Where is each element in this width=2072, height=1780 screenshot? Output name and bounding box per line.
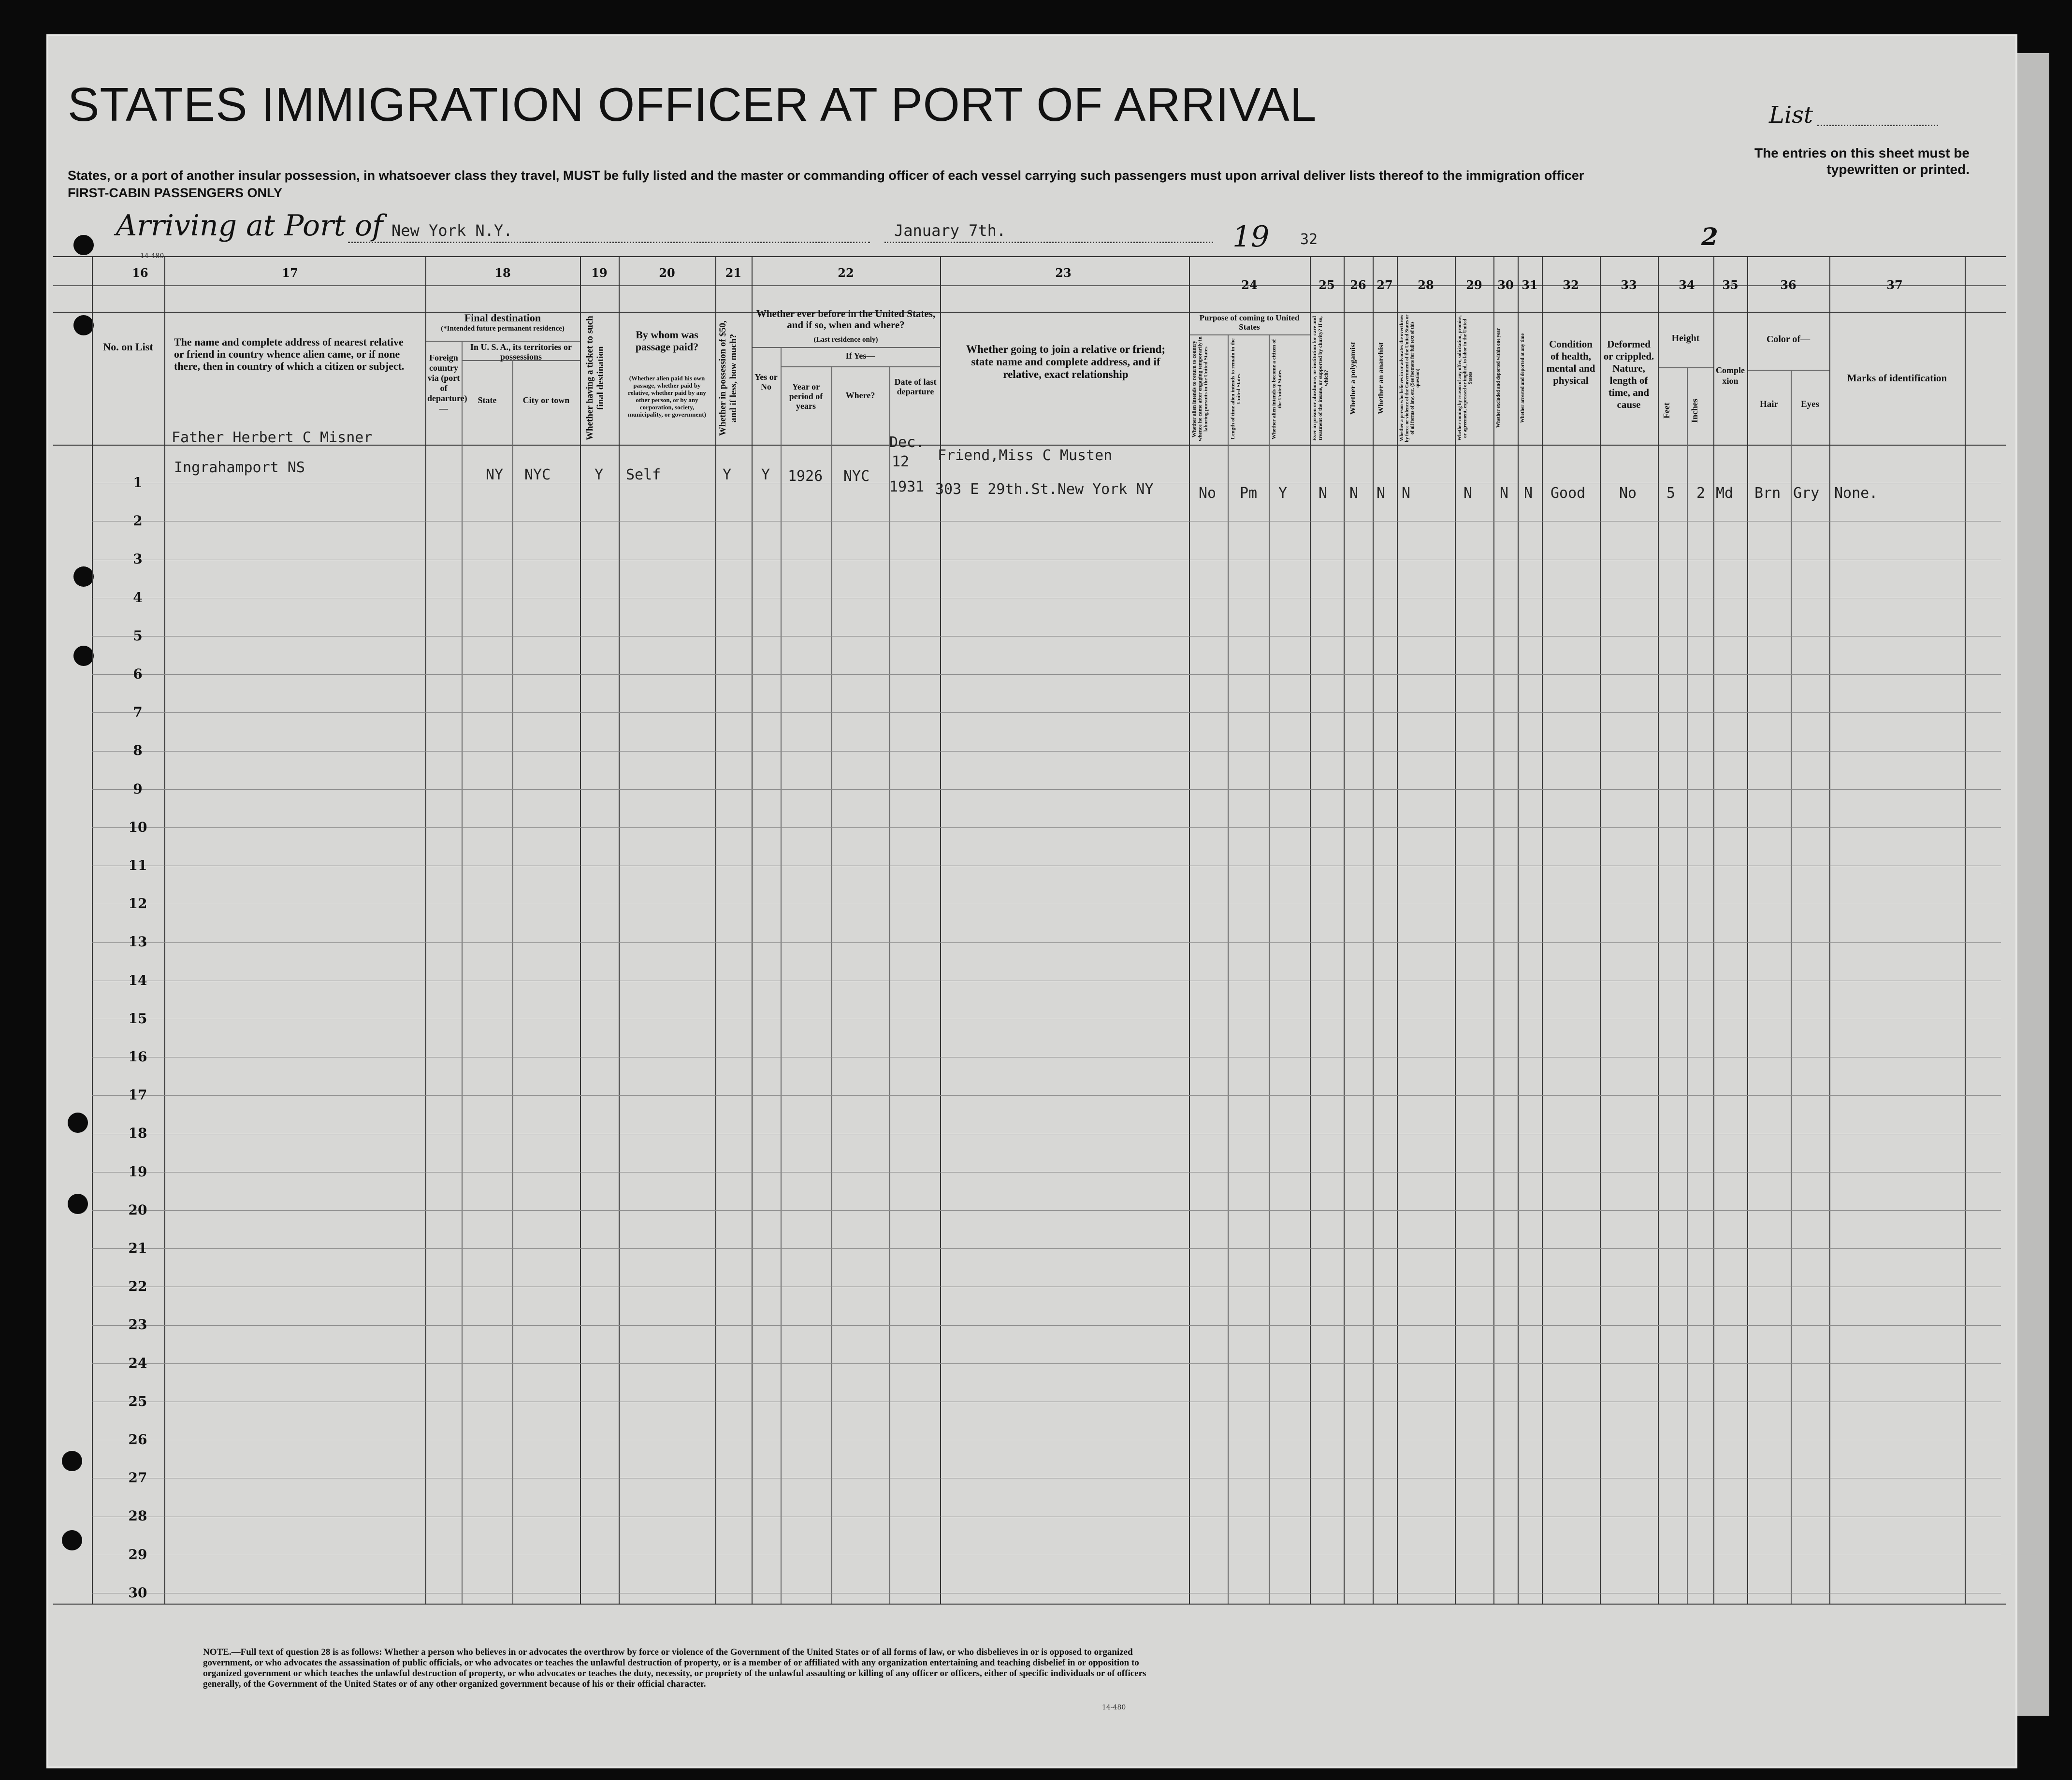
col-color-of: Color of— bbox=[1766, 334, 1811, 345]
col-number: 31 bbox=[1521, 278, 1538, 292]
row-number: 29 bbox=[128, 1547, 147, 1563]
col-number: 20 bbox=[659, 266, 675, 280]
entry-col25: N bbox=[1319, 485, 1328, 502]
row-number: 6 bbox=[133, 666, 143, 682]
col-in-usa: In U. S. A., its territories or possessions bbox=[470, 342, 572, 362]
col-purpose-length: Length of time alien intends to remain in the United States bbox=[1230, 338, 1242, 440]
col-excluded: Whether excluded and deported within one year bbox=[1496, 328, 1501, 428]
col-number: 26 bbox=[1350, 278, 1366, 292]
entry-purpose-citizen: Y bbox=[1278, 485, 1288, 502]
entry-ticket: Y bbox=[594, 466, 604, 483]
manifest-sheet bbox=[48, 36, 2015, 1766]
entry-possession: Y bbox=[723, 466, 732, 483]
punch-hole bbox=[62, 1451, 82, 1471]
punch-hole bbox=[62, 1530, 82, 1550]
col-state: State bbox=[478, 395, 497, 405]
row-rule bbox=[92, 1363, 2001, 1364]
col-number: 37 bbox=[1886, 278, 1903, 292]
entry-paid-by: Self bbox=[626, 466, 661, 483]
col-line bbox=[1791, 370, 1792, 1604]
col-feet: Feet bbox=[1662, 403, 1671, 419]
col-yes-no: Yes or No bbox=[754, 372, 778, 391]
col-complexion: Complexion bbox=[1716, 365, 1745, 386]
subtitle-line: States, or a port of another insular possession, in whatsoever class they travel, MUST be fully listed and the master or commanding officer of each vessel carrying such passengers must upon arrival deliver lists thereof to the immigration officer bbox=[68, 168, 1584, 183]
col-number: 25 bbox=[1319, 278, 1335, 292]
col-line bbox=[1269, 334, 1270, 1604]
col-no-on-list: No. on List bbox=[103, 341, 153, 353]
row-number: 20 bbox=[128, 1202, 147, 1218]
row-number: 4 bbox=[133, 590, 143, 606]
row-number: 2 bbox=[133, 513, 143, 529]
col-inches: Inches bbox=[1690, 399, 1699, 423]
header-rule bbox=[53, 312, 2006, 313]
col-height: Height bbox=[1671, 333, 1700, 344]
entry-join-name: Friend,Miss C Musten bbox=[938, 447, 1113, 464]
form-code-bottom: 14-480 bbox=[1102, 1704, 1126, 1711]
col-final-destination-note: (*Intended future permanent residence) bbox=[441, 325, 565, 333]
row-number: 15 bbox=[128, 1011, 147, 1027]
col-before-us-note: (Last residence only) bbox=[813, 336, 878, 344]
row-number: 26 bbox=[128, 1432, 147, 1447]
col-number: 28 bbox=[1418, 278, 1434, 292]
row-rule bbox=[92, 942, 2001, 943]
row-number: 25 bbox=[128, 1393, 147, 1409]
col-number: 23 bbox=[1055, 266, 1072, 280]
col-purpose-return: Whether alien intends to return to country whence he came after engaging temporarily in laboring pursuits in the United States bbox=[1191, 336, 1209, 442]
entry-relative-address: Ingrahamport NS bbox=[174, 459, 305, 476]
col-arrested: Whether arrested and deported at any time bbox=[1520, 333, 1525, 423]
date-line bbox=[884, 242, 1213, 243]
punch-hole bbox=[73, 235, 94, 255]
col-line bbox=[781, 347, 782, 1604]
col-final-destination: Final destination bbox=[464, 312, 541, 324]
row-rule bbox=[92, 674, 2001, 675]
entry-been-before: Y bbox=[761, 466, 770, 483]
entry-state: NY bbox=[486, 466, 504, 483]
entry-departure-year: 1931 bbox=[889, 478, 925, 495]
row-number: 16 bbox=[128, 1049, 147, 1065]
year-value: 32 bbox=[1300, 231, 1318, 248]
col-number: 16 bbox=[132, 266, 148, 280]
col-if-yes: If Yes— bbox=[845, 351, 875, 361]
col-possession: Whether in possession of $50, and if less, how much? bbox=[718, 320, 739, 436]
entry-health: Good bbox=[1550, 485, 1586, 502]
col-number: 33 bbox=[1621, 278, 1637, 292]
col-eyes: Eyes bbox=[1801, 399, 1819, 409]
col-going-to-join: Whether going to join a relative or friend; state name and complete address, and if relative, exact relationship bbox=[966, 343, 1166, 380]
col-number: 34 bbox=[1679, 278, 1695, 292]
year-prefix: 19 bbox=[1232, 220, 1270, 254]
row-rule bbox=[92, 1095, 2001, 1096]
entry-departure-day: 12 bbox=[892, 453, 910, 470]
col-where: Where? bbox=[845, 391, 875, 400]
cabin-class: FIRST-CABIN PASSENGERS ONLY bbox=[68, 186, 283, 200]
sub-rule bbox=[1747, 370, 1829, 371]
entry-inches: 2 bbox=[1696, 485, 1706, 502]
entry-col26: N bbox=[1349, 485, 1359, 502]
sheet-number: 2 bbox=[1701, 222, 1718, 251]
col-number: 32 bbox=[1563, 278, 1579, 292]
list-note: The entries on this sheet must be typewritten or printed. bbox=[1754, 145, 1970, 177]
col-deformed: Deformed or crippled. Nature, length of time, and cause bbox=[1603, 338, 1654, 410]
col-number: 24 bbox=[1241, 278, 1258, 292]
col-health: Condition of health, mental and physical bbox=[1546, 338, 1595, 386]
punch-hole bbox=[73, 566, 94, 587]
entry-purpose-length: Pm bbox=[1240, 485, 1258, 502]
col-by-whom: By whom was passage paid? bbox=[635, 329, 699, 353]
punch-hole bbox=[68, 1194, 88, 1214]
col-number: 29 bbox=[1466, 278, 1482, 292]
entry-col30: N bbox=[1500, 485, 1509, 502]
sub-rule bbox=[752, 347, 940, 348]
table-top-rule bbox=[53, 256, 2006, 257]
row-rule bbox=[92, 789, 2001, 790]
footnote: NOTE.—Full text of question 28 is as follows: Whether a person who believes in or advocates the overthrow by force or violence of the Government of the United States or of all forms of law, or who disbelieves in or is opposed to organized government, or who advocates the assassination of public officials, or who advocates or teaches the unlawful destruction of property, or is a member of or affiliated with any organization entertaining and teaching disbelief in or opposition to organized government or which teaches the unlawful destruction of property, or who advocates or teaches the duty, necessity, or propriety of the unlawful assaulting or killing of any officer or officers, either of specific individuals or of officers generally, of the Government of the United States or of any other organized government because of his or their official character. bbox=[203, 1647, 1146, 1689]
punch-hole bbox=[68, 1113, 88, 1133]
row-rule bbox=[92, 1325, 2001, 1326]
row-number: 13 bbox=[128, 934, 147, 950]
row-number: 23 bbox=[128, 1317, 147, 1332]
col-foreign-country: Foreign country via (port of departure)— bbox=[427, 353, 467, 413]
col-line bbox=[512, 360, 513, 1604]
col-purpose-citizen: Whether alien intends to become a citizen of the United States bbox=[1271, 339, 1283, 439]
table-bottom-rule bbox=[53, 1604, 2006, 1605]
entry-col29: N bbox=[1463, 485, 1473, 502]
row-number: 30 bbox=[128, 1585, 147, 1601]
date-value: January 7th. bbox=[894, 221, 1006, 240]
entry-col27: N bbox=[1377, 485, 1386, 502]
row-number: 18 bbox=[128, 1125, 147, 1141]
sub-rule bbox=[1189, 334, 1310, 335]
row-number: 27 bbox=[128, 1470, 147, 1486]
row-number: 17 bbox=[128, 1087, 147, 1103]
col-ticket: Whether having a ticket to such final destination bbox=[585, 316, 606, 441]
entry-col31: N bbox=[1524, 485, 1533, 502]
col-line bbox=[889, 366, 890, 1604]
port-value: New York N.Y. bbox=[391, 221, 513, 240]
col-overthrow: Whether a person who believes in or advocates the overthrow by force or violence of the Government of the United States or of all forms of law, etc. (See footnote for full text of this question) bbox=[1399, 314, 1420, 442]
col-number: 19 bbox=[591, 266, 608, 280]
form-code-top: 14-480 bbox=[140, 252, 164, 260]
row-number: 21 bbox=[128, 1240, 147, 1256]
sub-rule bbox=[781, 366, 940, 367]
row-number: 19 bbox=[128, 1164, 147, 1180]
entry-join-address: 303 E 29th.St.New York NY bbox=[935, 481, 1154, 498]
row-number: 8 bbox=[133, 742, 143, 758]
column-number-rule bbox=[53, 285, 2006, 286]
row-number: 12 bbox=[128, 896, 147, 912]
entry-complexion: Md bbox=[1716, 485, 1734, 502]
row-rule bbox=[92, 751, 2001, 752]
col-marks: Marks of identification bbox=[1847, 372, 1947, 384]
arriving-label: Arriving at Port of bbox=[116, 209, 383, 243]
entry-eyes: Gry bbox=[1793, 485, 1820, 502]
form-subtitle bbox=[68, 167, 1663, 202]
row-number: 5 bbox=[133, 628, 143, 644]
col-hair: Hair bbox=[1760, 399, 1778, 409]
row-number: 22 bbox=[128, 1278, 147, 1294]
col-relative: The name and complete address of nearest relative or friend in country whence alien came, or if none there, then in country of which a citizen or subject. bbox=[174, 336, 405, 372]
row-number: 14 bbox=[128, 972, 147, 988]
row-number: 28 bbox=[128, 1508, 147, 1524]
col-prison: Ever in prison or almshouse, or institution for care and treatment of the insane, or supported by charity? If so, which? bbox=[1312, 316, 1329, 441]
list-label: List bbox=[1769, 101, 1813, 129]
col-line bbox=[831, 366, 832, 1604]
entry-departure-month: Dec. bbox=[889, 434, 925, 451]
row-rule bbox=[92, 827, 2001, 828]
col-by-whom-note: (Whether alien paid his own passage, whether paid by relative, whether paid by any other person, or by any corporation, society, municipality, or government) bbox=[628, 375, 706, 418]
row-number: 7 bbox=[133, 704, 143, 720]
row-rule bbox=[92, 712, 2001, 713]
col-line bbox=[1687, 367, 1688, 1604]
row-rule bbox=[92, 636, 2001, 637]
entry-purpose-return: No bbox=[1199, 485, 1217, 502]
col-line bbox=[462, 341, 463, 1604]
punch-hole bbox=[73, 646, 94, 666]
col-line bbox=[1228, 334, 1229, 1604]
col-city: City or town bbox=[522, 395, 570, 405]
entry-where: NYC bbox=[843, 468, 870, 485]
col-year-period: Year or period of years bbox=[789, 382, 823, 411]
page-title: STATES IMMIGRATION OFFICER AT PORT OF ARRIVAL bbox=[68, 78, 1317, 131]
row-number: 11 bbox=[128, 857, 147, 873]
entry-col28: N bbox=[1402, 485, 1411, 502]
col-number: 36 bbox=[1780, 278, 1797, 292]
row-number: 24 bbox=[128, 1355, 147, 1371]
list-number-line bbox=[1817, 125, 1938, 126]
entry-hair: Brn bbox=[1754, 485, 1781, 502]
sub-rule bbox=[425, 341, 580, 342]
col-date-departure: Date of last departure bbox=[894, 377, 937, 396]
entry-city: NYC bbox=[524, 466, 551, 483]
col-number: 30 bbox=[1497, 278, 1514, 292]
col-number: 35 bbox=[1722, 278, 1739, 292]
entry-feet: 5 bbox=[1666, 485, 1676, 502]
col-purpose: Purpose of coming to United States bbox=[1199, 313, 1300, 332]
col-before-us: Whether ever before in the United States, and if so, when and where? bbox=[756, 308, 936, 331]
row-number: 10 bbox=[128, 819, 147, 835]
row-rule bbox=[92, 1248, 2001, 1249]
entry-relative-name: Father Herbert C Misner bbox=[172, 429, 373, 446]
port-line bbox=[348, 242, 870, 243]
row-number: 3 bbox=[133, 551, 143, 567]
col-polygamist: Whether a polygamist bbox=[1349, 342, 1357, 415]
col-number: 18 bbox=[494, 266, 511, 280]
entry-deformed: No bbox=[1619, 485, 1637, 502]
entry-marks: None. bbox=[1834, 485, 1878, 502]
col-number: 22 bbox=[838, 266, 854, 280]
row-number: 9 bbox=[133, 781, 143, 797]
col-labor-offer: Whether coming by reason of any offer, solicitation, promise, or agreement, expressed or implied, to labor in the United States bbox=[1457, 315, 1473, 441]
sub-rule bbox=[1658, 367, 1713, 368]
col-number: 17 bbox=[282, 266, 298, 280]
col-anarchist: Whether an anarchist bbox=[1377, 342, 1385, 414]
entry-year: 1926 bbox=[788, 468, 823, 485]
row-number: 1 bbox=[133, 475, 143, 491]
col-number: 27 bbox=[1377, 278, 1393, 292]
punch-hole bbox=[73, 315, 94, 335]
row-rule bbox=[92, 1210, 2001, 1211]
col-number: 21 bbox=[725, 266, 742, 280]
